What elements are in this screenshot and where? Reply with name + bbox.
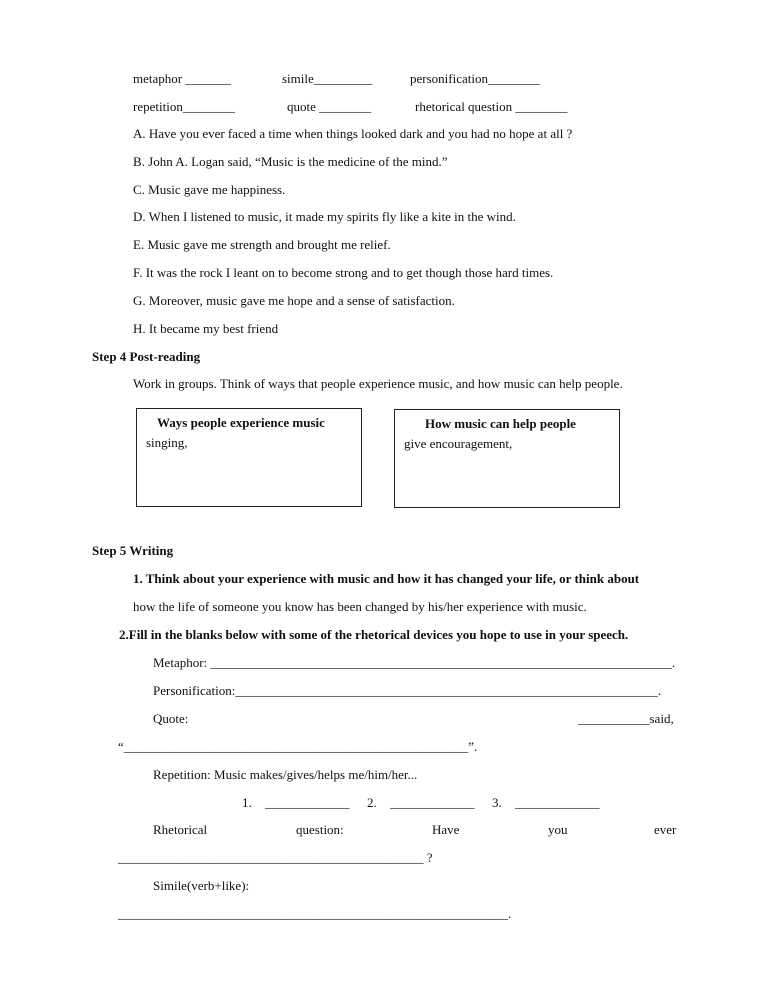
quote-label: Quote:: [153, 711, 189, 726]
device-personification: personification________: [410, 71, 540, 86]
box-right-title: How music can help people: [425, 416, 576, 431]
repetition-number-3: 3.: [492, 795, 502, 810]
rq-word-have: Have: [432, 822, 460, 837]
rhetorical-question-blank-line: _______________________________________________ ?: [118, 850, 433, 865]
device-repetition: repetition________: [133, 99, 235, 114]
box-left-title: Ways people experience music: [157, 415, 325, 430]
device-metaphor: metaphor _______: [133, 71, 231, 86]
rq-word-question: question:: [296, 822, 344, 837]
option-f: F. It was the rock I leant on to become strong and to get though those hard times.: [133, 265, 554, 280]
repetition-label: Repetition: Music makes/gives/helps me/him/her...: [153, 767, 418, 782]
device-quote: quote ________: [287, 99, 372, 114]
device-simile: simile_________: [282, 71, 373, 86]
repetition-number-1: 1.: [242, 795, 252, 810]
option-a: A. Have you ever faced a time when things looked dark and you had no hope at all ?: [133, 126, 573, 141]
step4-heading: Step 4 Post-reading: [92, 349, 201, 364]
device-rhetorical-question: rhetorical question ________: [415, 99, 568, 114]
repetition-blank-3: _____________: [515, 795, 600, 810]
repetition-number-2: 2.: [367, 795, 377, 810]
box-ways-experience-music: [136, 408, 362, 507]
simile-blank-line: ____________________________________________________________.: [118, 906, 512, 921]
rq-word-ever: ever: [654, 822, 677, 837]
step5-item1-line2: how the life of someone you know has been changed by his/her experience with music.: [133, 599, 587, 614]
box-right-content: give encouragement,: [404, 436, 513, 451]
option-h: H. It became my best friend: [133, 321, 279, 336]
step5-item1-line1: 1. Think about your experience with music and how it has changed your life, or think about: [133, 571, 640, 586]
option-e: E. Music gave me strength and brought me relief.: [133, 237, 391, 252]
box-how-music-helps: [394, 409, 620, 508]
step5-item2: 2.Fill in the blanks below with some of the rhetorical devices you hope to use in your speech.: [119, 627, 629, 642]
repetition-blank-1: _____________: [265, 795, 350, 810]
rq-word-you: you: [548, 822, 568, 837]
quote-blank-line: “_____________________________________________________”.: [118, 739, 478, 754]
box-left-content: singing,: [146, 435, 188, 450]
simile-label: Simile(verb+like):: [153, 878, 250, 893]
option-d: D. When I listened to music, it made my spirits fly like a kite in the wind.: [133, 209, 516, 224]
metaphor-blank-line: Metaphor: _______________________________________________________________________.: [153, 655, 676, 670]
option-b: B. John A. Logan said, “Music is the medicine of the mind.”: [133, 154, 448, 169]
quote-said-blank: ___________said,: [578, 711, 674, 726]
step4-instruction: Work in groups. Think of ways that people experience music, and how music can help people.: [133, 376, 623, 391]
option-g: G. Moreover, music gave me hope and a sense of satisfaction.: [133, 293, 455, 308]
personification-blank-line: Personification:_________________________________________________________________.: [153, 683, 662, 698]
step5-heading: Step 5 Writing: [92, 543, 174, 558]
option-c: C. Music gave me happiness.: [133, 182, 286, 197]
repetition-blank-2: _____________: [390, 795, 475, 810]
rq-word-rhetorical: Rhetorical: [153, 822, 208, 837]
